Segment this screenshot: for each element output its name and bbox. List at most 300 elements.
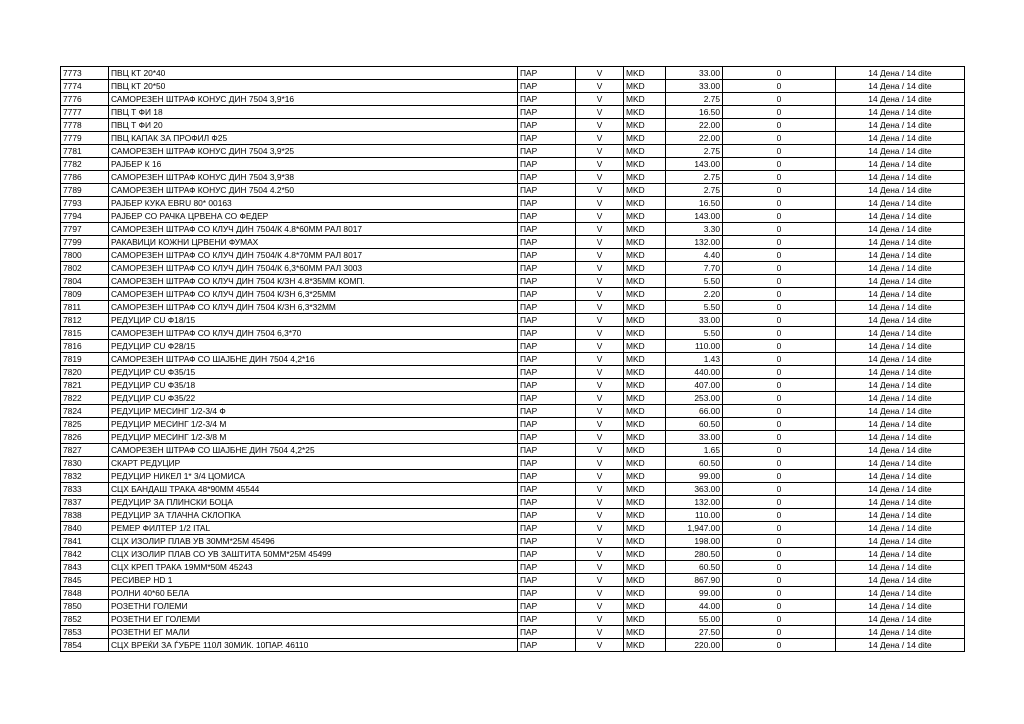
table-row xyxy=(61,301,965,314)
item-flag: V xyxy=(576,249,624,262)
item-currency: MKD xyxy=(624,119,666,132)
item-quantity: 0 xyxy=(723,288,836,301)
table-row xyxy=(61,561,965,574)
item-price: 198.00 xyxy=(666,535,723,548)
item-flag: V xyxy=(576,301,624,314)
item-code: 7804 xyxy=(61,275,109,288)
table-row xyxy=(61,405,965,418)
item-delivery-time: 14 Дена / 14 dite xyxy=(836,535,965,548)
item-unit: ПАР xyxy=(518,132,576,145)
item-flag: V xyxy=(576,548,624,561)
item-unit: ПАР xyxy=(518,67,576,80)
item-price: 2.20 xyxy=(666,288,723,301)
item-flag: V xyxy=(576,561,624,574)
item-quantity: 0 xyxy=(723,548,836,561)
item-currency: MKD xyxy=(624,613,666,626)
item-price: 363.00 xyxy=(666,483,723,496)
item-delivery-time: 14 Дена / 14 dite xyxy=(836,353,965,366)
item-currency: MKD xyxy=(624,509,666,522)
item-unit: ПАР xyxy=(518,106,576,119)
item-name: РОЗЕТНИ ЕГ МАЛИ xyxy=(109,626,518,639)
item-quantity: 0 xyxy=(723,158,836,171)
item-name: САМОРЕЗЕН ШТРАФ КОНУС ДИН 7504 3,9*16 xyxy=(109,93,518,106)
item-code: 7837 xyxy=(61,496,109,509)
item-currency: MKD xyxy=(624,366,666,379)
item-delivery-time: 14 Дена / 14 dite xyxy=(836,158,965,171)
table-row xyxy=(61,496,965,509)
item-flag: V xyxy=(576,613,624,626)
item-currency: MKD xyxy=(624,236,666,249)
item-price: 44.00 xyxy=(666,600,723,613)
table-row xyxy=(61,223,965,236)
item-unit: ПАР xyxy=(518,483,576,496)
item-quantity: 0 xyxy=(723,418,836,431)
item-price: 60.50 xyxy=(666,561,723,574)
item-flag: V xyxy=(576,574,624,587)
table-row xyxy=(61,67,965,80)
item-unit: ПАР xyxy=(518,379,576,392)
item-name: РЕДУЦИР ЗА ПЛИНСКИ БОЦА xyxy=(109,496,518,509)
item-price: 5.50 xyxy=(666,275,723,288)
item-quantity: 0 xyxy=(723,366,836,379)
item-currency: MKD xyxy=(624,158,666,171)
item-price: 5.50 xyxy=(666,301,723,314)
item-name: РОЗЕТНИ ГОЛЕМИ xyxy=(109,600,518,613)
item-name: САМОРЕЗЕН ШТРАФ СО КЛУЧ ДИН 7504 К/ЗН 4.8*35ММ КОМП. xyxy=(109,275,518,288)
item-unit: ПАР xyxy=(518,145,576,158)
item-currency: MKD xyxy=(624,483,666,496)
item-delivery-time: 14 Дена / 14 dite xyxy=(836,496,965,509)
item-currency: MKD xyxy=(624,223,666,236)
item-code: 7833 xyxy=(61,483,109,496)
table-row xyxy=(61,197,965,210)
item-code: 7827 xyxy=(61,444,109,457)
item-quantity: 0 xyxy=(723,587,836,600)
item-quantity: 0 xyxy=(723,223,836,236)
item-currency: MKD xyxy=(624,171,666,184)
item-price: 7.70 xyxy=(666,262,723,275)
table-row xyxy=(61,548,965,561)
item-delivery-time: 14 Дена / 14 dite xyxy=(836,145,965,158)
item-name: САМОРЕЗЕН ШТРАФ КОНУС ДИН 7504 4.2*50 xyxy=(109,184,518,197)
item-quantity: 0 xyxy=(723,639,836,652)
item-unit: ПАР xyxy=(518,418,576,431)
item-name: САМОРЕЗЕН ШТРАФ КОНУС ДИН 7504 3,9*38 xyxy=(109,171,518,184)
item-currency: MKD xyxy=(624,392,666,405)
table-row xyxy=(61,626,965,639)
item-unit: ПАР xyxy=(518,392,576,405)
item-name: РЕДУЦИР МЕСИНГ 1/2-3/4 М xyxy=(109,418,518,431)
table-row xyxy=(61,535,965,548)
item-price: 220.00 xyxy=(666,639,723,652)
table-row xyxy=(61,379,965,392)
item-name: РОЛНИ 40*60 БЕЛА xyxy=(109,587,518,600)
item-quantity: 0 xyxy=(723,145,836,158)
item-unit: ПАР xyxy=(518,405,576,418)
item-unit: ПАР xyxy=(518,639,576,652)
item-unit: ПАР xyxy=(518,340,576,353)
item-code: 7843 xyxy=(61,561,109,574)
item-flag: V xyxy=(576,119,624,132)
item-code: 7820 xyxy=(61,366,109,379)
table-row xyxy=(61,275,965,288)
table-row xyxy=(61,106,965,119)
item-name: САМОРЕЗЕН ШТРАФ СО КЛУЧ ДИН 7504 К/ЗН 6,3*32ММ xyxy=(109,301,518,314)
item-code: 7794 xyxy=(61,210,109,223)
item-delivery-time: 14 Дена / 14 dite xyxy=(836,561,965,574)
item-currency: MKD xyxy=(624,301,666,314)
item-delivery-time: 14 Дена / 14 dite xyxy=(836,392,965,405)
item-unit: ПАР xyxy=(518,600,576,613)
item-name: РЕДУЦИР МЕСИНГ 1/2-3/8 М xyxy=(109,431,518,444)
item-code: 7852 xyxy=(61,613,109,626)
item-flag: V xyxy=(576,418,624,431)
item-flag: V xyxy=(576,197,624,210)
item-currency: MKD xyxy=(624,639,666,652)
table-row xyxy=(61,418,965,431)
item-code: 7779 xyxy=(61,132,109,145)
item-code: 7782 xyxy=(61,158,109,171)
table-row xyxy=(61,262,965,275)
item-quantity: 0 xyxy=(723,184,836,197)
item-delivery-time: 14 Дена / 14 dite xyxy=(836,522,965,535)
item-unit: ПАР xyxy=(518,119,576,132)
item-delivery-time: 14 Дена / 14 dite xyxy=(836,483,965,496)
item-currency: MKD xyxy=(624,106,666,119)
item-unit: ПАР xyxy=(518,457,576,470)
item-quantity: 0 xyxy=(723,392,836,405)
item-quantity: 0 xyxy=(723,106,836,119)
item-code: 7842 xyxy=(61,548,109,561)
item-name: СЦХ ИЗОЛИР ПЛАВ УВ 30ММ*25М 45496 xyxy=(109,535,518,548)
item-flag: V xyxy=(576,327,624,340)
item-code: 7854 xyxy=(61,639,109,652)
item-price: 5.50 xyxy=(666,327,723,340)
item-quantity: 0 xyxy=(723,535,836,548)
table-row xyxy=(61,353,965,366)
item-flag: V xyxy=(576,145,624,158)
item-flag: V xyxy=(576,522,624,535)
table-row xyxy=(61,509,965,522)
item-price: 132.00 xyxy=(666,236,723,249)
item-price: 2.75 xyxy=(666,171,723,184)
item-name: САМОРЕЗЕН ШТРАФ СО КЛУЧ ДИН 7504 6,3*70 xyxy=(109,327,518,340)
item-currency: MKD xyxy=(624,457,666,470)
item-quantity: 0 xyxy=(723,522,836,535)
item-currency: MKD xyxy=(624,353,666,366)
item-name: РЕДУЦИР МЕСИНГ 1/2-3/4 Ф xyxy=(109,405,518,418)
item-quantity: 0 xyxy=(723,67,836,80)
item-price: 33.00 xyxy=(666,80,723,93)
item-price: 16.50 xyxy=(666,106,723,119)
item-unit: ПАР xyxy=(518,470,576,483)
item-unit: ПАР xyxy=(518,587,576,600)
item-code: 7830 xyxy=(61,457,109,470)
item-delivery-time: 14 Дена / 14 dite xyxy=(836,613,965,626)
item-flag: V xyxy=(576,236,624,249)
item-delivery-time: 14 Дена / 14 dite xyxy=(836,262,965,275)
item-unit: ПАР xyxy=(518,210,576,223)
item-flag: V xyxy=(576,626,624,639)
item-flag: V xyxy=(576,288,624,301)
item-price: 1.65 xyxy=(666,444,723,457)
item-currency: MKD xyxy=(624,197,666,210)
item-unit: ПАР xyxy=(518,353,576,366)
item-unit: ПАР xyxy=(518,613,576,626)
item-price: 33.00 xyxy=(666,314,723,327)
item-price: 1.43 xyxy=(666,353,723,366)
item-quantity: 0 xyxy=(723,314,836,327)
item-quantity: 0 xyxy=(723,444,836,457)
item-delivery-time: 14 Дена / 14 dite xyxy=(836,470,965,483)
item-unit: ПАР xyxy=(518,561,576,574)
item-code: 7799 xyxy=(61,236,109,249)
item-price: 16.50 xyxy=(666,197,723,210)
table-row xyxy=(61,249,965,262)
item-currency: MKD xyxy=(624,145,666,158)
item-flag: V xyxy=(576,639,624,652)
item-flag: V xyxy=(576,171,624,184)
table-body xyxy=(61,67,965,652)
item-delivery-time: 14 Дена / 14 dite xyxy=(836,574,965,587)
table-row xyxy=(61,145,965,158)
item-flag: V xyxy=(576,366,624,379)
table-row xyxy=(61,184,965,197)
item-delivery-time: 14 Дена / 14 dite xyxy=(836,587,965,600)
item-code: 7789 xyxy=(61,184,109,197)
item-flag: V xyxy=(576,496,624,509)
item-delivery-time: 14 Дена / 14 dite xyxy=(836,314,965,327)
item-name: САМОРЕЗЕН ШТРАФ СО КЛУЧ ДИН 7504/К 4.8*70ММ РАЛ 8017 xyxy=(109,249,518,262)
table-row xyxy=(61,366,965,379)
item-quantity: 0 xyxy=(723,626,836,639)
item-price: 3.30 xyxy=(666,223,723,236)
item-flag: V xyxy=(576,93,624,106)
item-unit: ПАР xyxy=(518,522,576,535)
item-currency: MKD xyxy=(624,184,666,197)
item-delivery-time: 14 Дена / 14 dite xyxy=(836,548,965,561)
item-currency: MKD xyxy=(624,93,666,106)
item-code: 7812 xyxy=(61,314,109,327)
item-price: 110.00 xyxy=(666,509,723,522)
item-price: 407.00 xyxy=(666,379,723,392)
item-name: РЕДУЦИР CU Ф35/15 xyxy=(109,366,518,379)
item-flag: V xyxy=(576,210,624,223)
item-code: 7773 xyxy=(61,67,109,80)
item-unit: ПАР xyxy=(518,431,576,444)
item-flag: V xyxy=(576,509,624,522)
item-currency: MKD xyxy=(624,548,666,561)
item-name: САМОРЕЗЕН ШТРАФ СО КЛУЧ ДИН 7504 К/ЗН 6,3*25ММ xyxy=(109,288,518,301)
item-price: 440.00 xyxy=(666,366,723,379)
item-quantity: 0 xyxy=(723,379,836,392)
item-name: СЦХ БАНДАШ ТРАКА 48*90ММ 45544 xyxy=(109,483,518,496)
item-currency: MKD xyxy=(624,340,666,353)
item-quantity: 0 xyxy=(723,197,836,210)
item-price: 99.00 xyxy=(666,587,723,600)
item-code: 7778 xyxy=(61,119,109,132)
item-name: РЕСИВЕР HD 1 xyxy=(109,574,518,587)
item-unit: ПАР xyxy=(518,548,576,561)
item-currency: MKD xyxy=(624,288,666,301)
item-name: РАКАВИЦИ КОЖНИ ЦРВЕНИ ФУМАХ xyxy=(109,236,518,249)
item-delivery-time: 14 Дена / 14 dite xyxy=(836,67,965,80)
item-currency: MKD xyxy=(624,626,666,639)
item-price: 66.00 xyxy=(666,405,723,418)
table-row xyxy=(61,457,965,470)
item-currency: MKD xyxy=(624,327,666,340)
item-name: РЕДУЦИР CU Ф28/15 xyxy=(109,340,518,353)
item-delivery-time: 14 Дена / 14 dite xyxy=(836,275,965,288)
item-flag: V xyxy=(576,535,624,548)
item-delivery-time: 14 Дена / 14 dite xyxy=(836,236,965,249)
table-row xyxy=(61,119,965,132)
table-row xyxy=(61,93,965,106)
table-row xyxy=(61,392,965,405)
item-code: 7777 xyxy=(61,106,109,119)
item-name: СЦХ КРЕП ТРАКА 19ММ*50М 45243 xyxy=(109,561,518,574)
item-quantity: 0 xyxy=(723,301,836,314)
item-price: 60.50 xyxy=(666,418,723,431)
item-currency: MKD xyxy=(624,80,666,93)
item-flag: V xyxy=(576,106,624,119)
item-unit: ПАР xyxy=(518,509,576,522)
item-currency: MKD xyxy=(624,587,666,600)
item-flag: V xyxy=(576,314,624,327)
item-currency: MKD xyxy=(624,379,666,392)
item-delivery-time: 14 Дена / 14 dite xyxy=(836,379,965,392)
item-flag: V xyxy=(576,483,624,496)
item-name: САМОРЕЗЕН ШТРАФ КОНУС ДИН 7504 3,9*25 xyxy=(109,145,518,158)
item-price: 280.50 xyxy=(666,548,723,561)
item-code: 7826 xyxy=(61,431,109,444)
item-unit: ПАР xyxy=(518,236,576,249)
item-name: РОЗЕТНИ ЕГ ГОЛЕМИ xyxy=(109,613,518,626)
item-unit: ПАР xyxy=(518,275,576,288)
item-currency: MKD xyxy=(624,314,666,327)
item-flag: V xyxy=(576,262,624,275)
item-delivery-time: 14 Дена / 14 dite xyxy=(836,80,965,93)
item-code: 7793 xyxy=(61,197,109,210)
item-unit: ПАР xyxy=(518,626,576,639)
item-code: 7822 xyxy=(61,392,109,405)
item-name: РЕМЕР ФИЛТЕР 1/2 ITAL xyxy=(109,522,518,535)
item-quantity: 0 xyxy=(723,262,836,275)
table-row xyxy=(61,483,965,496)
item-flag: V xyxy=(576,158,624,171)
item-name: ПВЦ КАПАК ЗА ПРОФИЛ Ф25 xyxy=(109,132,518,145)
item-unit: ПАР xyxy=(518,327,576,340)
item-price: 867.90 xyxy=(666,574,723,587)
item-code: 7819 xyxy=(61,353,109,366)
item-quantity: 0 xyxy=(723,119,836,132)
item-name: РЕДУЦИР НИКЕЛ 1* 3/4 ЦОМИСА xyxy=(109,470,518,483)
item-currency: MKD xyxy=(624,522,666,535)
item-delivery-time: 14 Дена / 14 dite xyxy=(836,93,965,106)
item-name: САМОРЕЗЕН ШТРАФ СО ШАЈБНЕ ДИН 7504 4,2*25 xyxy=(109,444,518,457)
item-quantity: 0 xyxy=(723,483,836,496)
item-code: 7811 xyxy=(61,301,109,314)
item-delivery-time: 14 Дена / 14 dite xyxy=(836,119,965,132)
item-delivery-time: 14 Дена / 14 dite xyxy=(836,418,965,431)
item-code: 7809 xyxy=(61,288,109,301)
item-flag: V xyxy=(576,184,624,197)
table-row xyxy=(61,431,965,444)
item-unit: ПАР xyxy=(518,444,576,457)
item-name: РЕДУЦИР ЗА ТЛАЧНА СКЛОПКА xyxy=(109,509,518,522)
item-code: 7781 xyxy=(61,145,109,158)
item-name: ПВЦ КТ 20*40 xyxy=(109,67,518,80)
item-code: 7802 xyxy=(61,262,109,275)
item-code: 7776 xyxy=(61,93,109,106)
item-name: РЕДУЦИР CU Ф35/18 xyxy=(109,379,518,392)
item-unit: ПАР xyxy=(518,262,576,275)
item-quantity: 0 xyxy=(723,405,836,418)
item-currency: MKD xyxy=(624,262,666,275)
item-price: 1,947.00 xyxy=(666,522,723,535)
item-flag: V xyxy=(576,444,624,457)
item-unit: ПАР xyxy=(518,158,576,171)
price-list-table xyxy=(60,66,965,652)
item-unit: ПАР xyxy=(518,249,576,262)
item-unit: ПАР xyxy=(518,366,576,379)
item-delivery-time: 14 Дена / 14 dite xyxy=(836,249,965,262)
item-code: 7797 xyxy=(61,223,109,236)
item-name: РЕДУЦИР CU Ф35/22 xyxy=(109,392,518,405)
item-code: 7786 xyxy=(61,171,109,184)
item-delivery-time: 14 Дена / 14 dite xyxy=(836,639,965,652)
item-flag: V xyxy=(576,67,624,80)
item-unit: ПАР xyxy=(518,93,576,106)
item-quantity: 0 xyxy=(723,249,836,262)
item-name: ПВЦ Т ФИ 18 xyxy=(109,106,518,119)
item-name: РАЈБЕР К 16 xyxy=(109,158,518,171)
item-delivery-time: 14 Дена / 14 dite xyxy=(836,457,965,470)
item-quantity: 0 xyxy=(723,171,836,184)
item-delivery-time: 14 Дена / 14 dite xyxy=(836,210,965,223)
item-price: 27.50 xyxy=(666,626,723,639)
item-quantity: 0 xyxy=(723,236,836,249)
item-currency: MKD xyxy=(624,132,666,145)
item-code: 7838 xyxy=(61,509,109,522)
item-quantity: 0 xyxy=(723,613,836,626)
item-price: 22.00 xyxy=(666,119,723,132)
item-delivery-time: 14 Дена / 14 dite xyxy=(836,171,965,184)
item-delivery-time: 14 Дена / 14 dite xyxy=(836,626,965,639)
table-row xyxy=(61,314,965,327)
item-unit: ПАР xyxy=(518,197,576,210)
table-row xyxy=(61,522,965,535)
item-code: 7774 xyxy=(61,80,109,93)
item-code: 7850 xyxy=(61,600,109,613)
item-delivery-time: 14 Дена / 14 dite xyxy=(836,184,965,197)
item-delivery-time: 14 Дена / 14 dite xyxy=(836,301,965,314)
item-name: ПВЦ Т ФИ 20 xyxy=(109,119,518,132)
item-quantity: 0 xyxy=(723,340,836,353)
item-price: 143.00 xyxy=(666,158,723,171)
item-price: 22.00 xyxy=(666,132,723,145)
item-name: РЕДУЦИР CU Ф18/15 xyxy=(109,314,518,327)
item-delivery-time: 14 Дена / 14 dite xyxy=(836,197,965,210)
table-row xyxy=(61,171,965,184)
item-price: 253.00 xyxy=(666,392,723,405)
table-row xyxy=(61,132,965,145)
item-quantity: 0 xyxy=(723,353,836,366)
item-currency: MKD xyxy=(624,574,666,587)
item-flag: V xyxy=(576,379,624,392)
item-unit: ПАР xyxy=(518,574,576,587)
item-unit: ПАР xyxy=(518,80,576,93)
